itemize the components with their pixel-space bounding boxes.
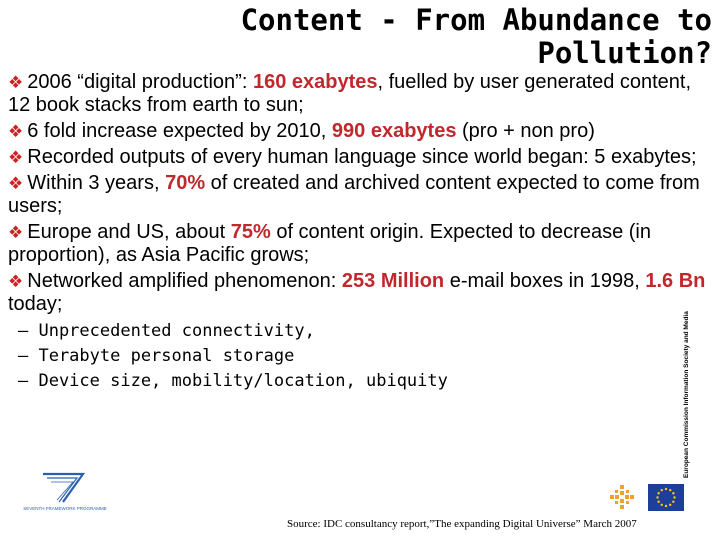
diamond-bullet-icon: ❖ (8, 148, 24, 167)
bullet-text: e-mail boxes in 1998, (444, 270, 646, 292)
bullet-text: 2006 “digital production”: (27, 71, 253, 93)
fp7-logo-text: SEVENTH FRAMEWORK PROGRAMME (23, 506, 107, 511)
bullet-text: , fuelled by user generated content, 12 book stacks from earth to sun; (8, 71, 692, 116)
highlight-figure: 1.6 Bn (645, 270, 706, 292)
eu-star-icon (673, 496, 675, 498)
bullet-text: today; (8, 293, 63, 315)
diamond-bullet-icon: ❖ (8, 223, 24, 242)
bullet-text: Europe and US, about (27, 221, 231, 243)
european-commission-label (668, 311, 702, 480)
bullet-item (8, 120, 712, 143)
highlight-figure: 990 exabytes (331, 120, 457, 142)
highlight-figure: 253 Million (341, 270, 445, 292)
bullet-item (8, 71, 712, 117)
sub-bullet-item: – Terabyte personal storage (18, 346, 295, 366)
eu-star-icon (669, 489, 671, 491)
bullet-text: Networked amplified phenomenon: (27, 270, 342, 292)
diamond-bullet-icon: ❖ (8, 73, 24, 92)
bullet-text: Within 3 years, (27, 172, 166, 194)
eu-star-icon (665, 488, 667, 490)
bullet-item (8, 221, 712, 267)
eu-star-icon (665, 505, 667, 507)
ec-label-text: European Commission Information Society and Media (683, 311, 690, 478)
eu-star-icon (656, 496, 658, 498)
eu-star-icon (672, 492, 674, 494)
diamond-bullet-icon: ❖ (8, 174, 24, 193)
eu-star-icon (669, 504, 671, 506)
fp7-logo (23, 468, 107, 518)
bullet-text: of content origin. Expected to decrease (in proportion), as Asia Pacific grows; (8, 221, 651, 266)
bullet-text: 6 fold increase expected by 2010, (27, 120, 332, 142)
highlight-figure: 70% (165, 172, 206, 194)
eu-star-icon (657, 492, 659, 494)
sub-bullet-item: – Device size, mobility/location, ubiquity (18, 371, 448, 391)
ist-dots-logo (605, 483, 639, 511)
eu-flag-icon (648, 484, 684, 511)
eu-star-icon (672, 501, 674, 503)
slide-title: Content - From Abundance to Pollution? (240, 3, 712, 70)
bullet-text: Recorded outputs of every human language since world began: 5 exabytes; (27, 146, 697, 168)
diamond-bullet-icon: ❖ (8, 272, 24, 291)
sub-bullet-item: – Unprecedented connectivity, (18, 321, 315, 341)
diamond-bullet-icon: ❖ (8, 122, 24, 141)
source-citation: Source: IDC consultancy report,”The expanding Digital Universe” March 2007 (287, 518, 637, 530)
highlight-figure: 160 exabytes (252, 71, 378, 93)
bullet-item (8, 270, 712, 316)
highlight-figure: 75% (230, 221, 271, 243)
eu-star-icon (657, 501, 659, 503)
bullet-list (8, 71, 712, 394)
bullet-item (8, 172, 712, 218)
eu-star-icon (661, 489, 663, 491)
bullet-text: of created and archived content expected to come from users; (8, 172, 700, 217)
bullet-item (8, 146, 712, 169)
bullet-text: (pro + non pro) (456, 120, 595, 142)
eu-star-icon (661, 504, 663, 506)
